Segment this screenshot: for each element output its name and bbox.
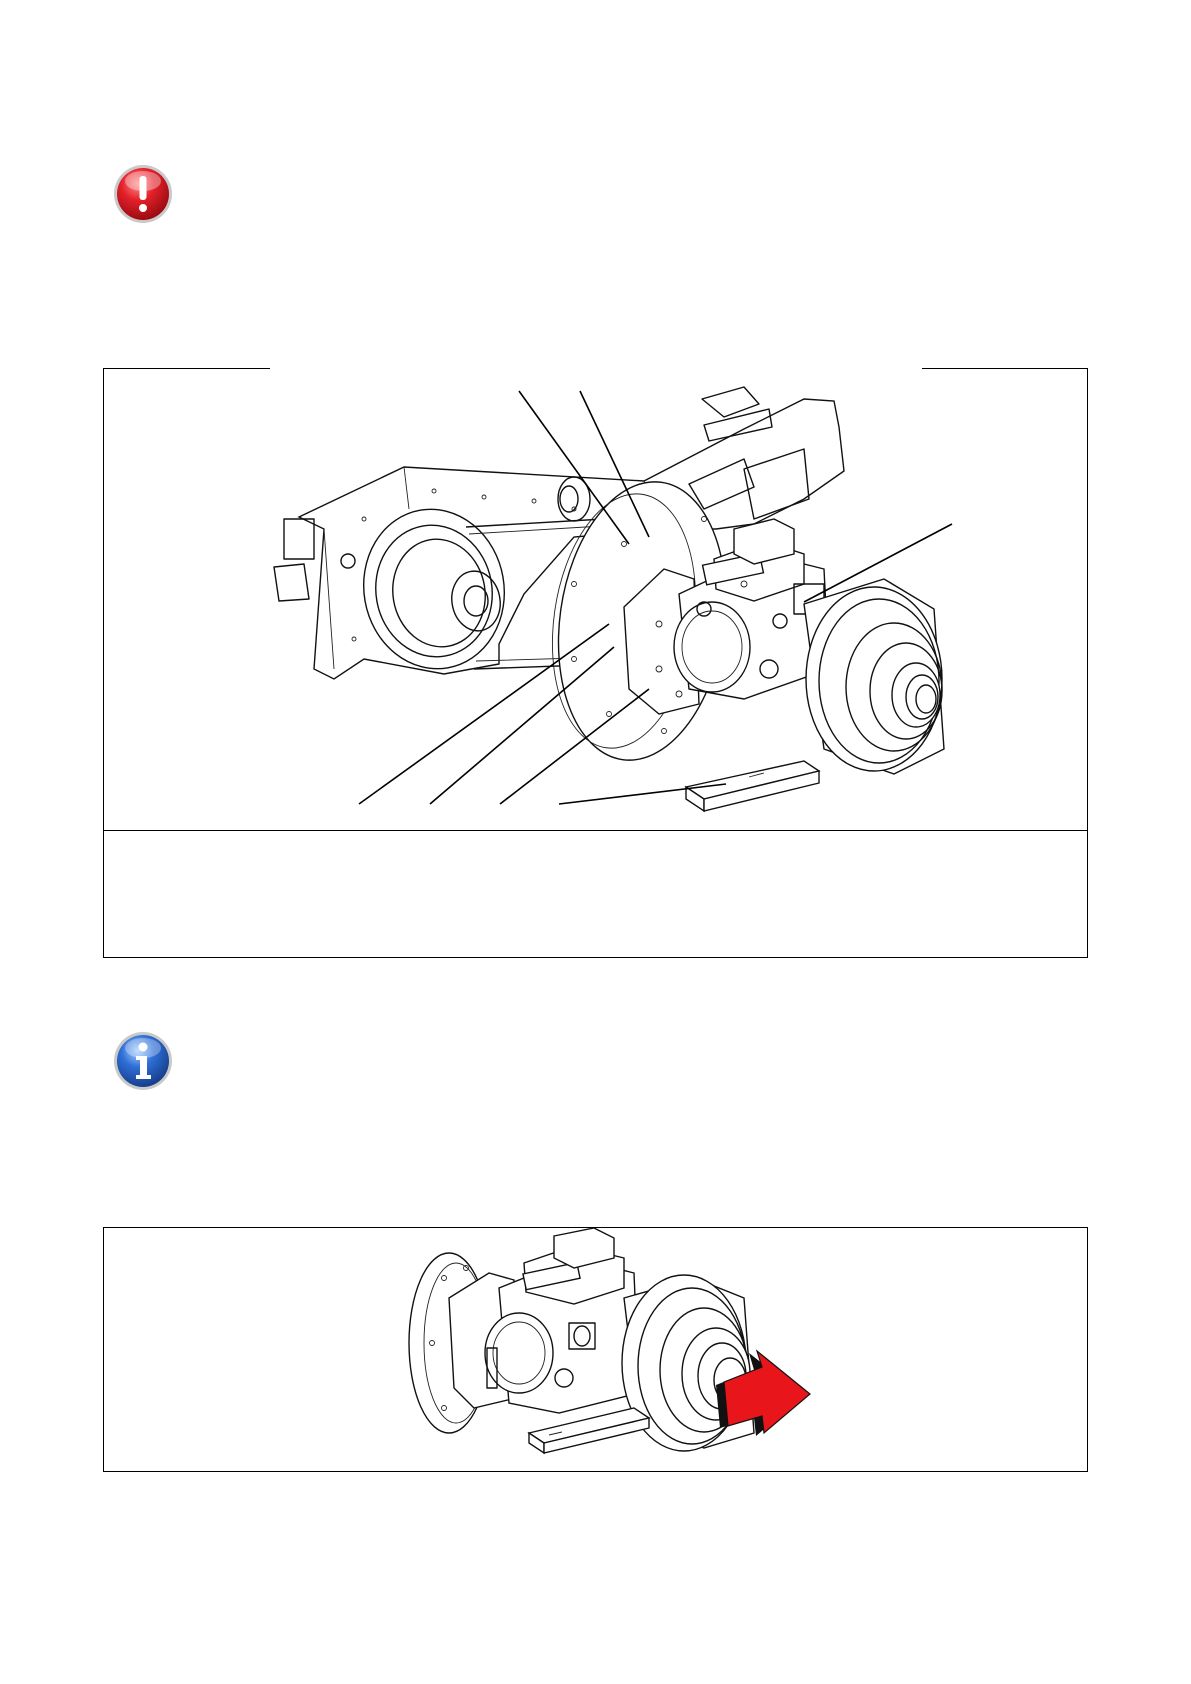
hydraulic-pump [449,1228,639,1413]
figure-1-frame [103,368,1088,958]
warning-exclamation-icon [112,163,174,225]
figure-1-divider [104,830,1087,831]
drive-assembly-drawing [104,369,1089,830]
figure-2-frame [103,1227,1088,1472]
drive-motor [804,579,944,774]
pump-motor-removal-drawing [104,1228,1089,1473]
support-beam [529,1408,649,1453]
info-icon [112,1030,174,1092]
